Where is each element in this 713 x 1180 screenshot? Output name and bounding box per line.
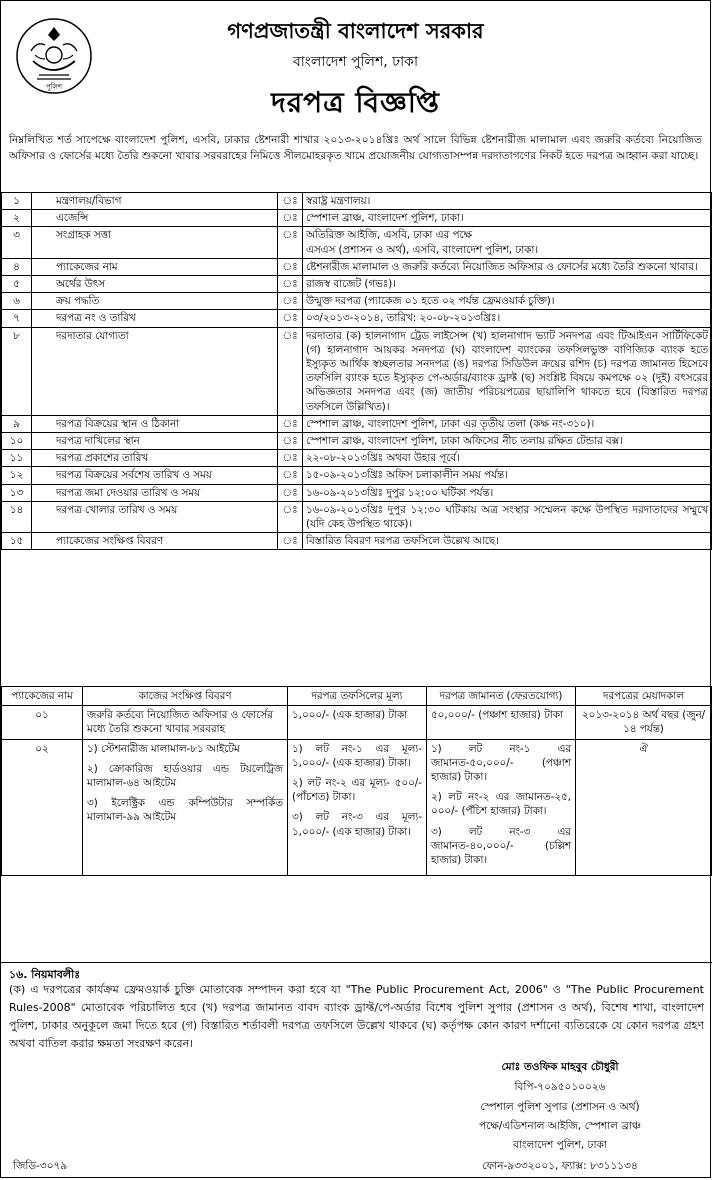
package-row	[2, 706, 712, 739]
package-price	[288, 739, 427, 876]
info-row	[2, 433, 712, 450]
info-row	[2, 193, 712, 210]
row-colon: ঃ	[278, 327, 303, 415]
info-row	[2, 533, 712, 550]
lot-description: ২) ক্রোকারিজ হার্ডওয়ার এন্ড টয়লেট্রিজ মালামাল-৬৪ আইটেম	[87, 762, 283, 790]
lot-price: ২) লট নং-২ এর মূল্য- ৫০০/- (পাঁচশত) টাকা।	[292, 777, 422, 804]
row-colon: ঃ	[278, 484, 303, 501]
row-colon: ঃ	[278, 276, 303, 293]
package-no: ০২	[2, 739, 83, 876]
row-label: দরপত্র খোলার তারিখ ও সময়	[32, 501, 278, 532]
package-security: ৫০,০০০/- (পঞ্চাশ হাজার) টাকা	[427, 706, 576, 739]
department-name: বাংলাদেশ পুলিশ, ঢাকা	[292, 54, 419, 70]
row-label: অর্থের উৎস	[32, 276, 278, 293]
row-colon: ঃ	[278, 433, 303, 450]
row-colon: ঃ	[278, 210, 303, 227]
row-number: ৫	[2, 276, 32, 293]
row-value: ১৬-০৯-২০১৩খ্রিঃ দুপুর ১২:৩০ ঘটিকায় অত্র সংস্থার সম্মেলন কক্ষে উপস্থিত দরদাতাদের সম্মুখে (যদি কেহ উপস্থিত থাকে)।	[303, 501, 712, 532]
col-work-description: কাজের সংক্ষিপ্ত বিবরণ	[83, 687, 288, 706]
package-security	[427, 739, 576, 876]
package-period: ২০১৩-২০১৪ অর্থ বছর (জুন/১৪ পর্যন্ত)	[576, 706, 712, 739]
package-period: ঐ	[576, 739, 712, 876]
svg-text:পুলিশ: পুলিশ	[45, 83, 63, 91]
row-label: প্যাকেজের নাম	[32, 258, 278, 275]
row-number: ১১	[2, 450, 32, 467]
row-value: স্পেশাল ব্রাঞ্চ, বাংলাদেশ পুলিশ, ঢাকা অফিসের নীচ তলায় রক্ষিত টেন্ডার বক্স।	[303, 433, 712, 450]
signatory-name: মোঃ তওফিক মাহবুব চৌধুরী	[501, 1061, 619, 1073]
signatory-office: বাংলাদেশ পুলিশ, ঢাকা	[513, 1139, 607, 1151]
row-colon: ঃ	[278, 310, 303, 327]
row-value: স্পেশাল ব্রাঞ্চ, বাংলাদেশ পুলিশ, ঢাকা।	[303, 210, 712, 227]
row-colon: ঃ	[278, 501, 303, 532]
intro-paragraph: নিম্নলিখিত শর্ত সাপেক্ষে বাংলাদেশ পুলিশ, এসবি, ঢাকার ষ্টেশনারী শাখার ২০১৩-২০১৪খ্রিঃ অর্থ সালে বিভিন্ন ষ্টেশনারীজ মালামাল এবং জরুরি কর্তব্যে নিয়োজিত অফিসার ও ফোর্সের মধ্যে তৈরি শুকনো খাবার সরবরাহের নিমিত্তে সীলমোহরকৃত খামে প্রয়োজনীয় যোগ্যতাসম্পন্ন দরদাতাগণের নিকট হতে দরপত্র আহ্বান করা যাচ্ছে।	[9, 134, 702, 162]
package-table	[1, 686, 712, 876]
row-value: ০৩/২০১৩-২০১৪, তারিখ: ২০-০৮-২০১৩খ্রিঃ।	[303, 310, 712, 327]
info-row	[2, 327, 712, 415]
row-number: ১	[2, 193, 32, 210]
info-row	[2, 310, 712, 327]
row-value: দরদাতার (ক) হালনাগাদ ট্রেড লাইসেন্স (খ) হালনাগাদ ভ্যাট সনদপত্র এবং টিআইএন সার্টিফিকেট (গ) হালনাগাদ আয়কর সনদপত্র (ঘ) বাংলাদেশ ব্যাংকের তফসিলভুক্ত বাণিজ্যিক ব্যাংক হতে ইস্যুকৃত আর্থিক স্বচ্ছলতার সনদপত্র (ঙ) দরপত্র সিডিউল ক্রয়ের রশিদ (চ) দরপত্র জামানত হিসেবে তফসিলি ব্যাংক হতে ইস্যুকৃত পে-অর্ডার/ব্যাংক ড্রাফ্ট (ছ) সংশ্লিষ্ট বিষয়ে কমপক্ষে ০২ (দুই) বৎসরের অভিজ্ঞতার সনদপত্র এবং (জ) জাতীয় পরিচয়পত্রের ছায়ালিপি থাকতে হবে (বিস্তারিত দরপত্র তফসিলে উল্লিখিত)।	[303, 327, 712, 415]
info-row	[2, 210, 712, 227]
row-label: দরপত্র নং ও তারিখ	[32, 310, 278, 327]
info-row	[2, 450, 712, 467]
info-row	[2, 276, 712, 293]
row-number: ১৫	[2, 533, 32, 550]
row-number: ৩	[2, 227, 32, 258]
col-tender-security: দরপত্র জামানত (ফেরতযোগ্য)	[427, 687, 576, 706]
notice-title: দরপত্র বিজ্ঞপ্তি	[271, 86, 440, 119]
info-row	[2, 258, 712, 275]
row-value: স্পেশাল ব্রাঞ্চ, বাংলাদেশ পুলিশ, ঢাকা এর তৃতীয় তলা (কক্ষ নং-৩১০)।	[303, 415, 712, 432]
signatory-bp: বিপি-৭০৯৫০১০০২৬	[514, 1081, 606, 1093]
row-number: ১০	[2, 433, 32, 450]
row-value	[303, 227, 712, 258]
row-value: ষ্টেশনারীজ মালামাল ও জরুরি কর্তব্যে নিয়োজিত অফিসার ও ফোর্সের মধ্যে তৈরি শুকনো খাবার।	[303, 258, 712, 275]
info-row	[2, 501, 712, 532]
package-description: জরুরি কর্তব্যে নিয়োজিত অফিসার ও ফোর্সের মধ্যে তৈরি শুকনো খাবার সরবরাহ	[83, 706, 288, 739]
lot-security: ২) লট নং-২ এর জামানত-২৫, ০০০/- (পঁচিশ হাজার) টাকা।	[431, 791, 571, 818]
row-label: এজেন্সি	[32, 210, 278, 227]
row-label: ক্রয় পদ্ধতি	[32, 293, 278, 310]
row-label: দরপত্র বিক্রয়ের স্থান ও ঠিকানা	[32, 415, 278, 432]
package-no: ০১	[2, 706, 83, 739]
lot-price: ১) লট নং-১ এর মূল্য- ১,০০০/- (এক হাজার) টাকা।	[292, 742, 422, 769]
row-label: দরপত্র প্রকাশের তারিখ	[32, 450, 278, 467]
row-number: ৬	[2, 293, 32, 310]
lot-price: ৩) লট নং-৩ এর মূল্য- ১,০০০/- (এক হাজার) টাকা।	[292, 811, 422, 838]
row-number: ৪	[2, 258, 32, 275]
row-value-line: অতিরিক্ত আইজি, এসবি, ঢাকা এর পক্ষে	[306, 229, 472, 242]
row-number: ১২	[2, 467, 32, 484]
row-value: রাজস্ব বাজেট (গভঃ)।	[303, 276, 712, 293]
lot-description: ৩) ইলেক্ট্রিক এন্ড কম্পিউটার সম্পর্কিত মালামাল-৯৯ আইটেম	[87, 797, 283, 824]
info-row	[2, 293, 712, 310]
row-label: দরদাতার যোগ্যতা	[32, 327, 278, 415]
package-header-row	[2, 687, 712, 706]
government-title: গণপ্রজাতন্ত্রী বাংলাদেশ সরকার	[227, 19, 484, 43]
row-value: বিস্তারিত বিবরণ দরপত্র তফসিলে উল্লেখ আছে।	[303, 533, 712, 550]
rules-body: (ক) এ দরপত্রের কার্যক্রম ফ্রেমওয়ার্ক চুক্তি মোতাবেক সম্পাদন করা হবে যা "The Public Procurement Act, 2006" ও "The Public Procurement Rules-2008" মোতাবেক পরিচালিত হবে (খ) দরপত্র জামানত বাবদ ব্যাংক ড্রাফ্ট/পে-অর্ডার বিশেষ পুলিশ সুপার (প্রশাসন ও অর্থ), বিশেষ শাখা, বাংলাদেশ পুলিশ, ঢাকার অনুকূলে জমা দিতে হবে (গ) বিস্তারিত শর্তাবলী দরপত্র তফসিলে উল্লেখ থাকবে (ঘ) কর্তৃপক্ষ কোন কারণ দর্শানো ব্যতিরেকে যে কোন দরপত্র গ্রহণ অথবা বাতিল করার ক্ষমতা সংরক্ষণ করেন।	[9, 983, 704, 1050]
info-row	[2, 484, 712, 501]
package-row	[2, 739, 712, 876]
row-value: ২২-০৮-২০১৩খ্রিঃ অথবা উহার পূর্বে।	[303, 450, 712, 467]
row-label: দরপত্র জমা দেওয়ার তারিখ ও সময়	[32, 484, 278, 501]
row-value: ১৫-০৯-২০১৩খ্রিঃ অফিস চলাকালীন সময় পর্যন্ত।	[303, 467, 712, 484]
row-label: প্যাকেজের সংক্ষিপ্ত বিবরণ	[32, 533, 278, 550]
row-colon: ঃ	[278, 533, 303, 550]
col-validity: দরপত্রের মেয়াদকাল	[576, 687, 712, 706]
package-description	[83, 739, 288, 876]
row-value-line: এসএস (প্রশাসন ও অর্থ), এসবি, বাংলাদেশ পুলিশ, ঢাকা।	[306, 243, 539, 256]
row-colon: ঃ	[278, 227, 303, 258]
row-number: ৭	[2, 310, 32, 327]
package-price: ১,০০০/- (এক হাজার) টাকা	[288, 706, 427, 739]
row-number: ৯	[2, 415, 32, 432]
row-label: দরপত্র বিক্রয়ের সর্বশেষ তারিখ ও সময়	[32, 467, 278, 484]
row-label: মন্ত্রণালয়/বিভাগ	[32, 193, 278, 210]
row-value: স্বরাষ্ট্র মন্ত্রণালয়।	[303, 193, 712, 210]
tender-info-table	[1, 192, 712, 550]
memo-number: জিডি-৩০৭৯	[13, 1160, 68, 1172]
row-value: ১৬-০৯-২০১৩খ্রিঃ দুপুর ১২:০০ ঘটিকা পর্যন্ত।	[303, 484, 712, 501]
col-package-name: প্যাকেজের নাম	[2, 687, 83, 706]
info-row	[2, 467, 712, 484]
row-number: ৮	[2, 327, 32, 415]
lot-security: ৩) লট নং-৩ এর জামানত-৪০,০০০/- (চল্লিশ হাজার) টাকা।	[431, 825, 571, 867]
row-number: ১৪	[2, 501, 32, 532]
signatory-on-behalf: পক্ষে/এডিশনাল আইজি, স্পেশাল ব্রাঞ্চ	[479, 1120, 641, 1132]
row-number: ২	[2, 210, 32, 227]
row-label: দরপত্র দাখিলের স্থান	[32, 433, 278, 450]
row-colon: ঃ	[278, 193, 303, 210]
row-colon: ঃ	[278, 467, 303, 484]
row-colon: ঃ	[278, 293, 303, 310]
signatory-designation: স্পেশাল পুলিশ সুপার (প্রশাসন ও অর্থ)	[480, 1101, 640, 1113]
row-label: সংগ্রাহক সত্তা	[32, 227, 278, 258]
info-row	[2, 227, 712, 258]
row-colon: ঃ	[278, 450, 303, 467]
row-value: উন্মুক্ত দরপত্র (প্যাকেজ ০১ হতে ০২ পর্যন্ত ফ্রেমওয়ার্ক চুক্তি)।	[303, 293, 712, 310]
lot-security: ১) লট নং-১ এর জামানত-৫০,০০০/- (পঞ্চাশ হাজার) টাকা।	[431, 742, 571, 784]
row-number: ১৩	[2, 484, 32, 501]
row-colon: ঃ	[278, 258, 303, 275]
info-row	[2, 415, 712, 432]
lot-description: ১) স্টেশনারীজ মালামাল-৮১ আইটেম	[87, 742, 240, 755]
rules-title: ১৬. নিয়মাবলীঃ	[9, 968, 81, 981]
contact-phone: ফোন-৯৩৩২০০১, ফ্যাক্স: ৮৩১১১৩৪	[482, 1160, 638, 1172]
col-schedule-price: দরপত্র তফসিলের মূল্য	[288, 687, 427, 706]
row-colon: ঃ	[278, 415, 303, 432]
